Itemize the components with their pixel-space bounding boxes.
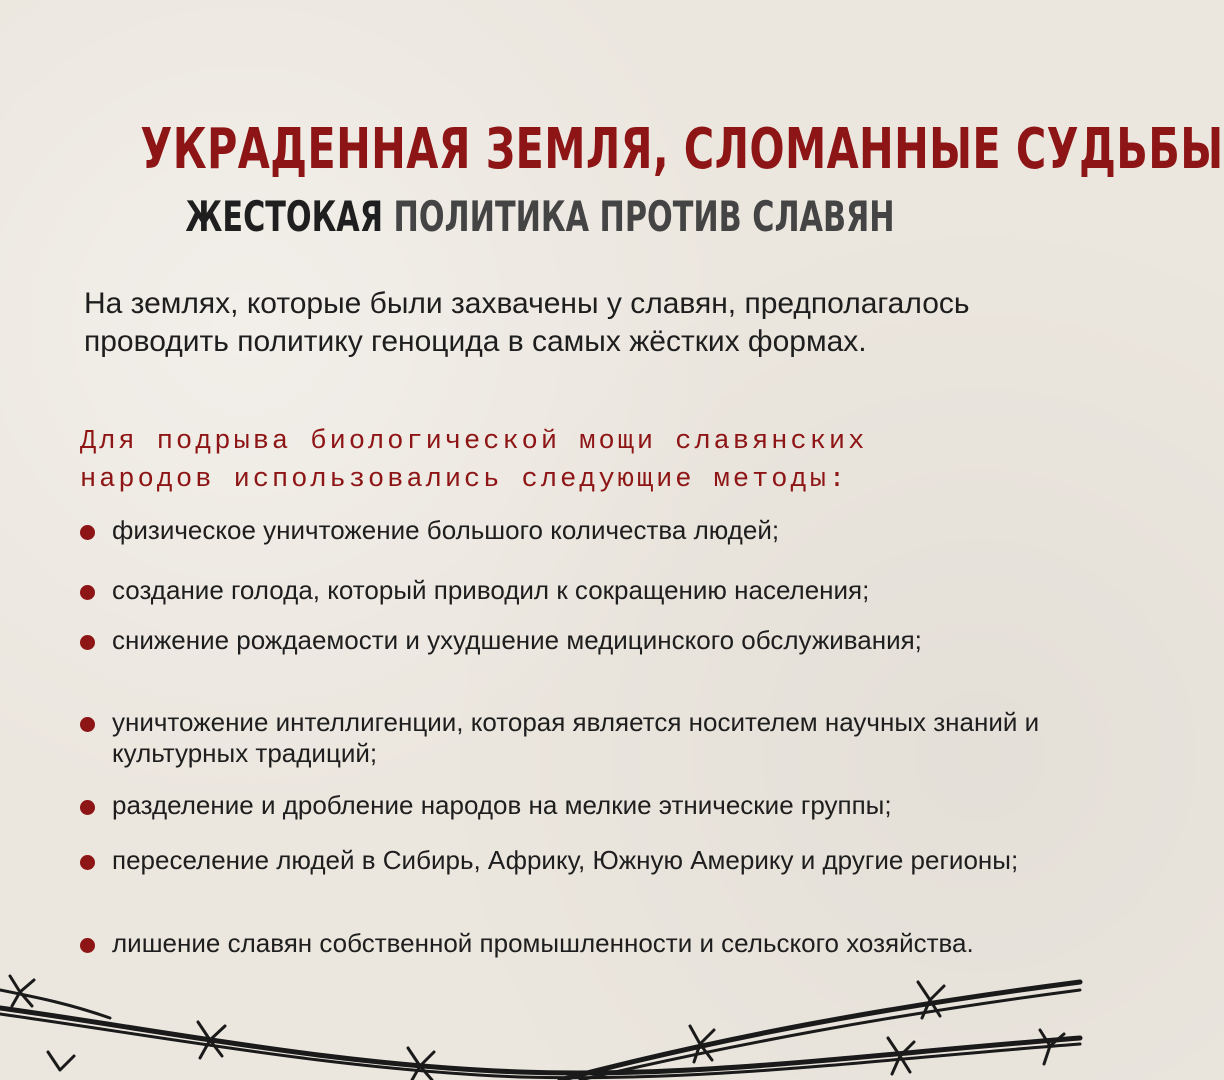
bullet-dot-icon [80,855,95,870]
page-subtitle [151,192,929,241]
bullet-dot-icon [80,800,95,815]
list-item-text: разделение и дробление народов на мелкие этнические группы; [112,790,892,820]
subtitle-part-2: ПОЛИТИКА ПРОТИВ СЛАВЯН [393,192,895,241]
intro-paragraph: На землях, которые были захвачены у славян, предполагалось проводить политику геноцида в самых жёстких формах. [84,287,970,358]
bullet-dot-icon [80,717,95,732]
bullet-dot-icon [80,635,95,650]
bullet-dot-icon [80,938,95,953]
list-item-text: переселение людей в Сибирь, Африку, Южную Америку и другие регионы; [112,845,1019,875]
subtitle-part-1: ЖЕСТОКАЯ [185,192,384,241]
list-item-text: создание голода, который приводил к сокращению населения; [112,575,870,605]
barbed-wire-icon [0,960,1080,1080]
bullet-dot-icon [80,585,95,600]
list-item-text: лишение славян собственной промышленности и сельского хозяйства. [112,928,974,958]
methods-heading: Для подрыва биологической мощи славянских народов использовались следующие методы: [80,427,868,495]
list-item-text: уничтожение интеллигенции, которая является носителем научных знаний и культурных традиций; [112,707,1040,768]
page-title: УКРАДЕННАЯ ЗЕМЛЯ, СЛОМАННЫЕ СУДЬБЫ [140,117,1224,182]
list-item-text: физическое уничтожение большого количества людей; [112,515,780,545]
bullet-dot-icon [80,525,95,540]
list-item-text: снижение рождаемости и ухудшение медицинского обслуживания; [112,625,922,655]
